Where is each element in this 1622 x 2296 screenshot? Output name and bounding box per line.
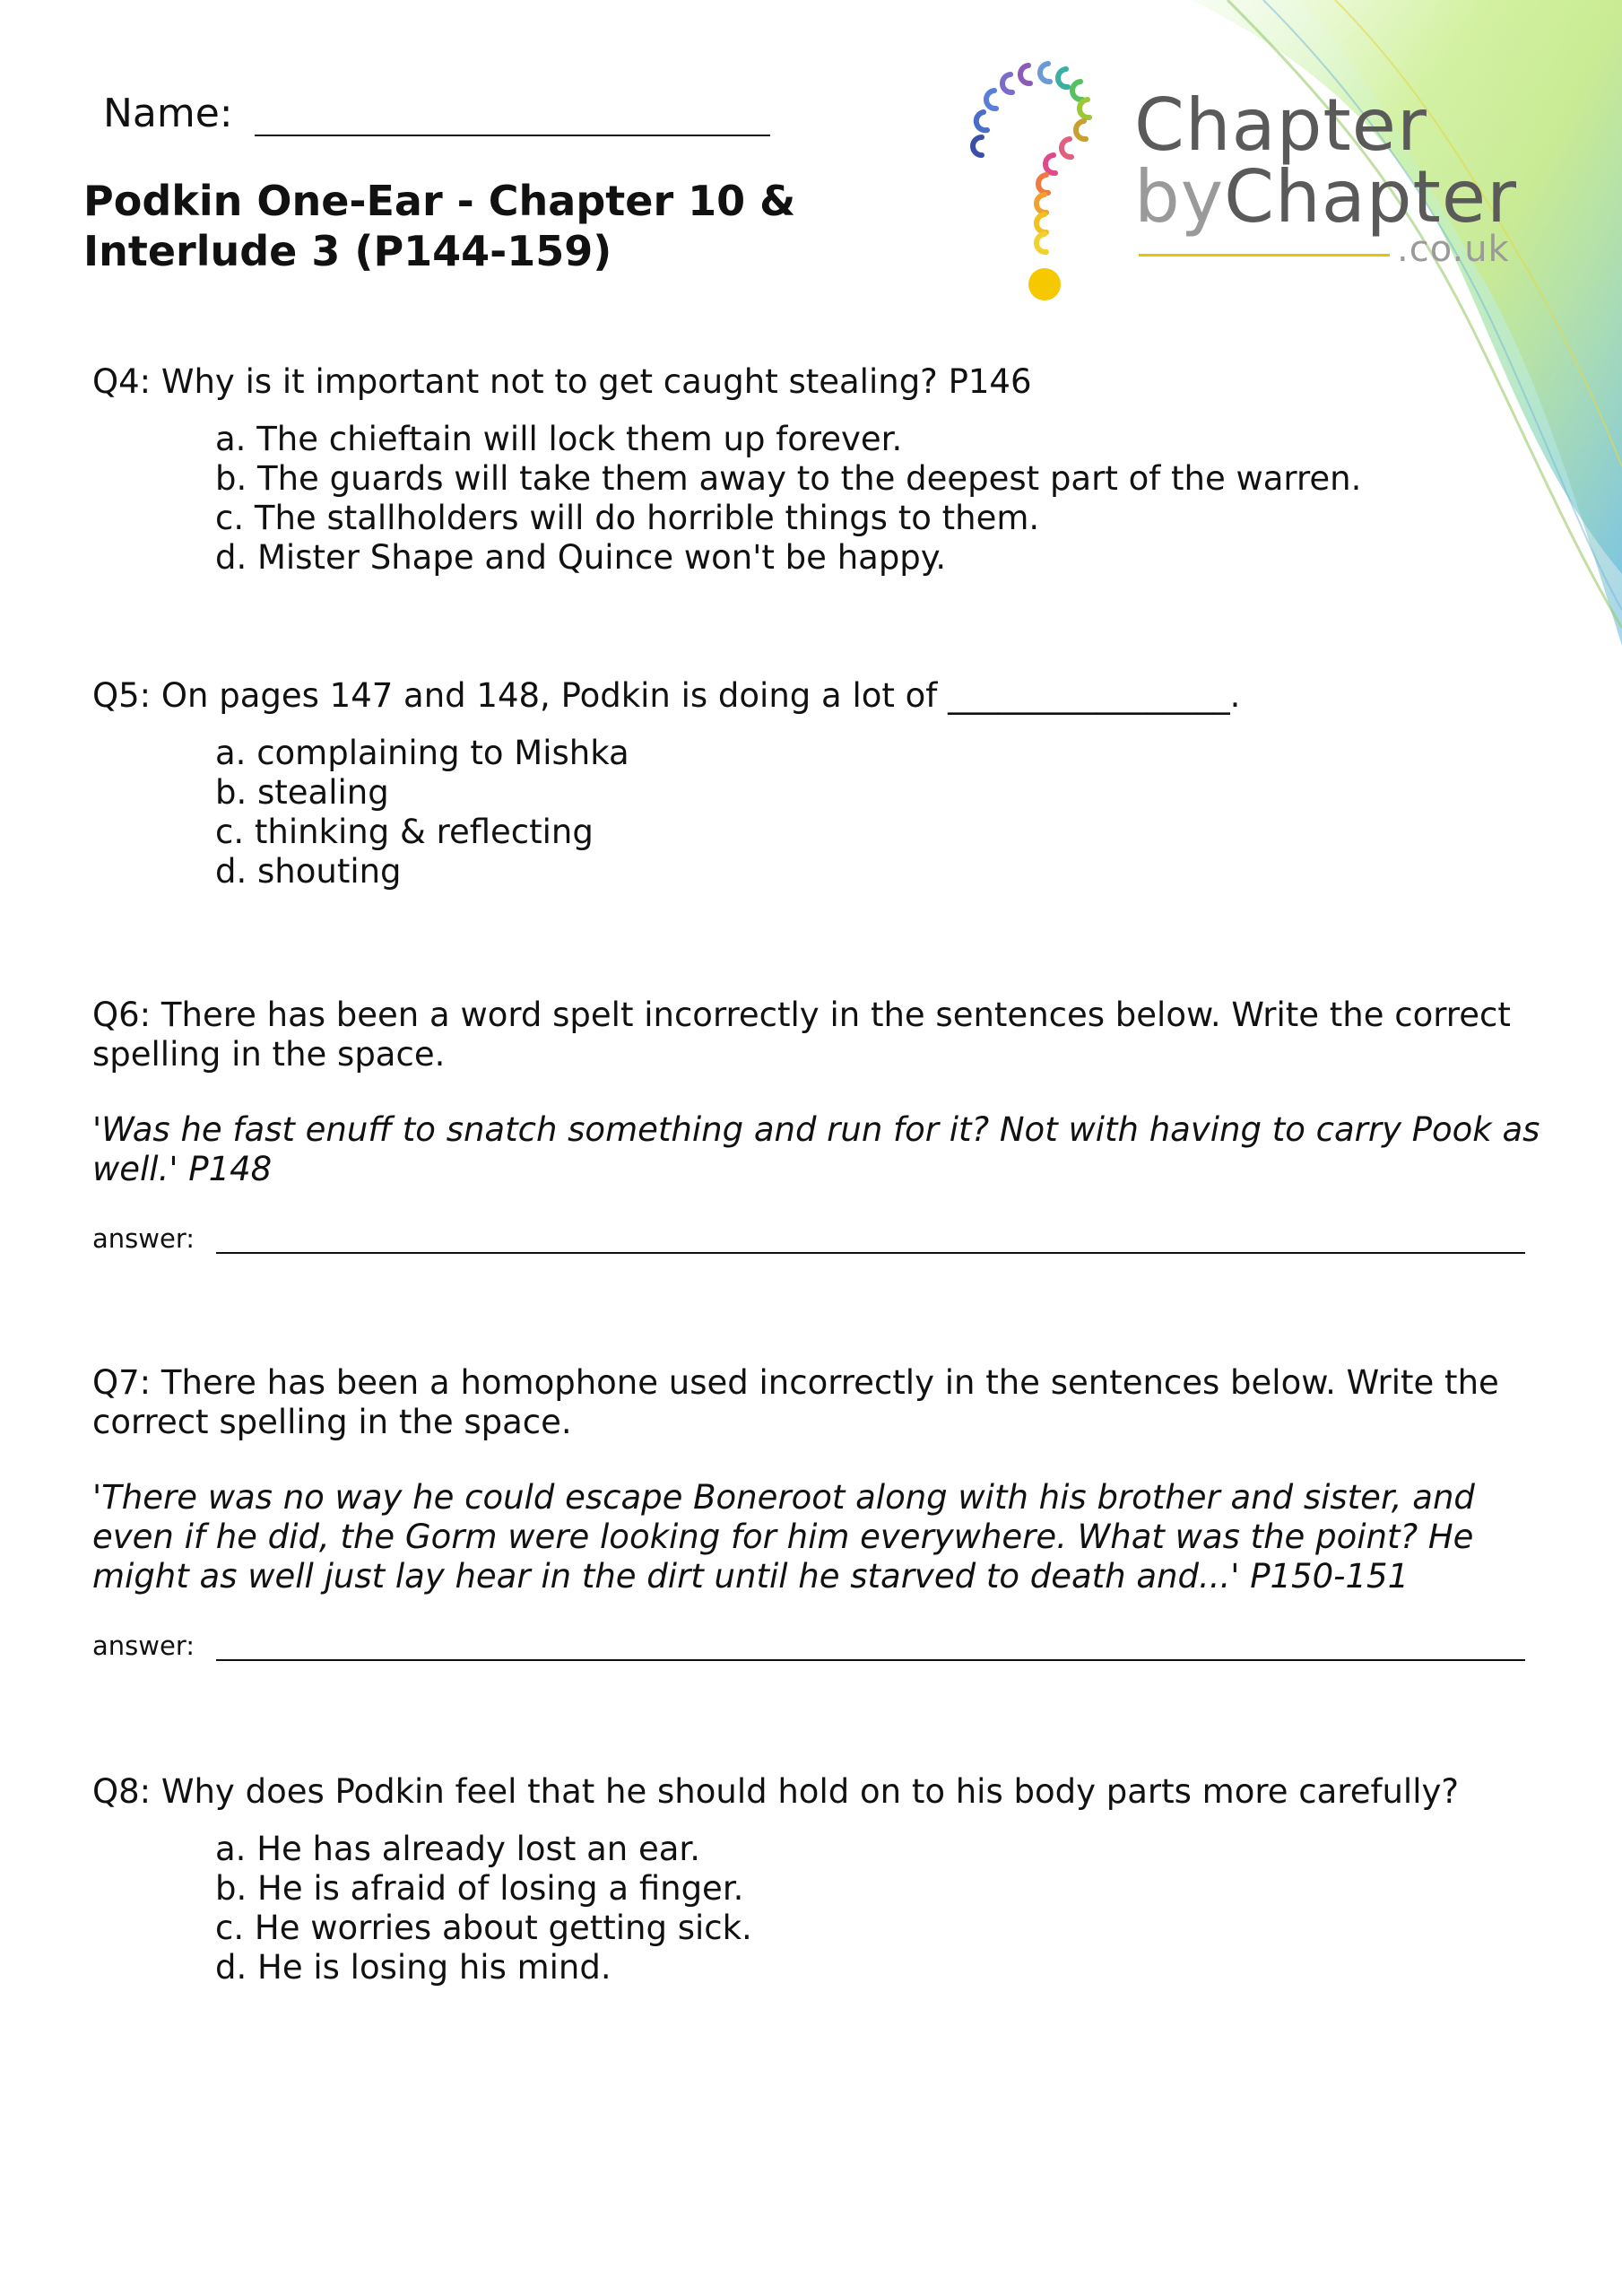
chapter-by-chapter-logo [964,49,1538,318]
answer-row [92,1631,1545,1661]
answer-row [92,1223,1545,1254]
question-text: Q7: There has been a homophone used incorrectly in the sentences below. Write the correct spelling in the space. [92,1363,1499,1441]
question-5 [92,676,1545,891]
option-d[interactable]: d. Mister Shape and Quince won't be happy. [215,538,947,577]
answer-options [215,420,1545,578]
logo-domain: .co.uk [1397,229,1510,270]
option-d[interactable]: d. shouting [215,852,402,891]
question-text: Q8: Why does Podkin feel that he should hold on to his body parts more carefully? [92,1772,1460,1811]
logo-word-by: by [1134,155,1225,239]
answer-input-line[interactable] [216,1225,1525,1254]
option-b[interactable]: b. stealing [215,773,389,812]
answer-label: answer: [92,1223,195,1254]
question-text: Q4: Why is it important not to get caught stealing? P146 [92,362,1032,401]
option-a[interactable]: a. complaining to Mishka [215,734,629,772]
quoted-passage: 'There was no way he could escape Boneroot along with his brother and sister, and even if he did, the Gorm were looking for him everywhere. What was the point? He might as well just lay hear in the dirt until he starved to death and...' P150-151 [92,1478,1475,1596]
question-mark-books-icon [964,49,1107,309]
question-8 [92,1772,1545,1987]
name-label: Name: [103,91,233,136]
question-7 [92,1363,1545,1661]
option-b[interactable]: b. He is afraid of losing a finger. [215,1869,744,1908]
page-title: Podkin One-Ear - Chapter 10 & Interlude 3 (P144-159) [83,177,796,275]
option-d[interactable]: d. He is losing his mind. [215,1948,612,1987]
option-a[interactable]: a. He has already lost an ear. [215,1830,700,1868]
answer-input-line[interactable] [216,1632,1525,1661]
option-c[interactable]: c. The stallholders will do horrible things to them. [215,499,1040,537]
question-text: Q5: On pages 147 and 148, Podkin is doing a lot of _________________. [92,676,1241,715]
option-c[interactable]: c. He worries about getting sick. [215,1909,752,1947]
name-input-line[interactable] [255,90,770,136]
option-b[interactable]: b. The guards will take them away to the deepest part of the warren. [215,459,1362,498]
logo-word-chapter-2: Chapter [1224,155,1517,239]
logo-underline [1139,254,1390,257]
logo-word-chapter: Chapter [1134,83,1427,167]
name-field-row [103,90,770,136]
logo-word-by-chapter [1134,157,1517,238]
question-4 [92,362,1545,578]
option-c[interactable]: c. thinking & reflecting [215,813,594,851]
option-a[interactable]: a. The chieftain will lock them up forever. [215,420,903,458]
quoted-passage: 'Was he fast enuff to snatch something and run for it? Not with having to carry Pook as well.' P148 [92,1110,1540,1188]
question-6 [92,996,1545,1254]
answer-label: answer: [92,1631,195,1661]
question-text: Q6: There has been a word spelt incorrectly in the sentences below. Write the correct spelling in the space. [92,996,1511,1074]
answer-options [215,734,1545,891]
answer-options [215,1830,1545,1987]
